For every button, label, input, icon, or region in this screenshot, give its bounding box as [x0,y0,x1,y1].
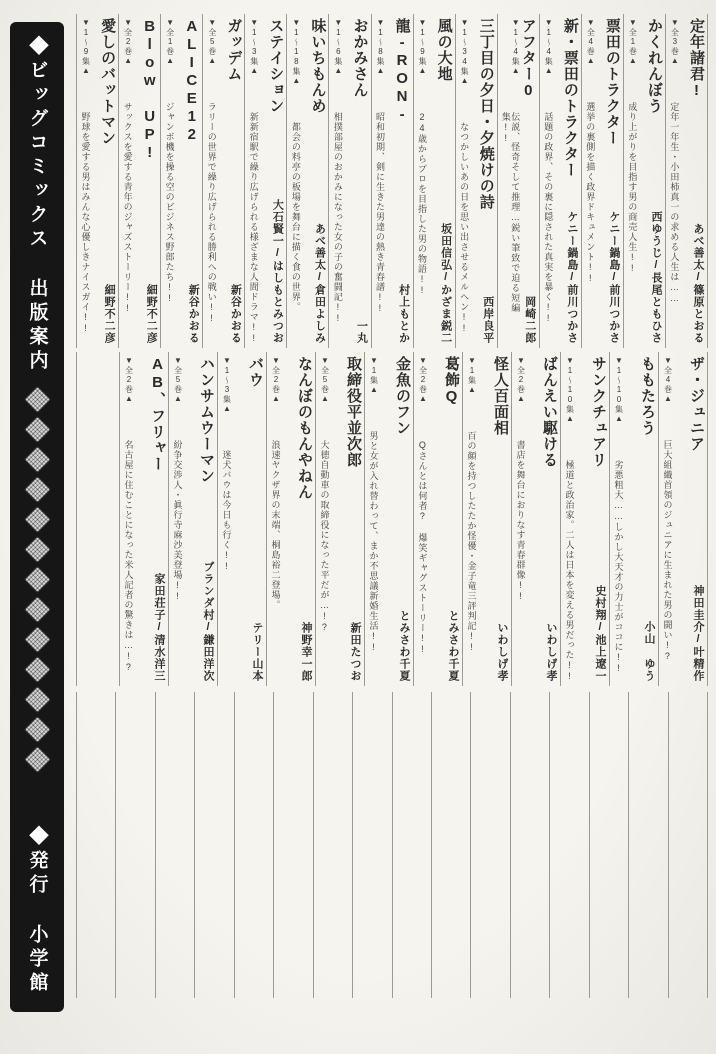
catalog-entry [168,352,217,686]
entry-author: テリー山本 [251,622,263,682]
catalog-entry [413,14,455,348]
entry-author: 新谷かおる [187,284,200,344]
catalog-band-middle [76,352,708,686]
empty-column [313,692,352,998]
entry-title: バウ [247,356,264,388]
catalog-entry [665,14,707,348]
catalog-entry [119,352,168,686]
entry-author: 岡崎二郎 [523,296,536,344]
entry-title-line [541,356,558,682]
entry-title-line [492,356,509,682]
entry-title-line [435,18,452,344]
empty-column [155,692,194,998]
entry-author: ケニー鍋島/前川つかさ [607,211,620,344]
entry-title-line [225,18,242,344]
catalog-entry [511,352,560,686]
empty-column [589,692,628,998]
entry-description: 大徳自動車の取締役になった平だが…!? [319,440,330,633]
entry-author: ブランダ村/鎌田洋次 [202,561,214,682]
catalog-entry [160,14,202,348]
entry-title-line [183,18,200,344]
entry-author: とみさわ千夏 [447,610,459,682]
empty-column [668,692,707,998]
diamond-icon [24,746,51,773]
entry-title-line [247,356,264,682]
entry-info-line [564,356,573,682]
empty-column [628,692,667,998]
entry-volumes: ▼1〜10集▲ [565,356,575,424]
catalog-entry [202,14,244,348]
entry-author: 西岸良平 [481,296,494,344]
entry-info-line [164,18,173,344]
entry-description: 書店を舞台におりなす青春群像!! [515,440,526,602]
entry-info-line [459,18,468,344]
entry-title-line [688,356,705,682]
empty-column [470,692,509,998]
entry-info-line [123,356,132,682]
empty-column [115,692,154,998]
entry-title-line [561,18,578,344]
entry-description: 24歳からプロを目指した男の物語!! [417,112,427,296]
entry-author: あべ善太/篠原とおる [692,223,704,344]
entry-description: 新新宿駅で繰り広げられる様ざまな人間ドラマ!! [248,112,259,344]
catalog-entry [539,14,581,348]
entry-volumes: ▼1〜3集▲ [249,18,259,76]
entry-title: ハンサムウーマン [198,356,215,484]
entry-title: 新・票田のトラクター [561,18,579,178]
entry-author: いわしげ孝 [545,622,557,682]
entry-volumes: ▼1〜18集▲ [291,18,301,86]
entry-volumes: ▼全2巻▲ [271,356,281,404]
entry-title-line [141,18,158,344]
entry-info-line [368,356,377,682]
diamond-icon [24,506,51,533]
catalog-entry [328,14,370,348]
entry-title: ももたろう [639,356,656,436]
entry-description: Qさんとは何者? 爆笑ギャグストーリー!! [417,440,428,655]
entry-description: 選挙の裏側を描く政界ドキュメント!! [585,102,596,284]
entry-description: 巨大組織首領のジュニアに生まれた男の闘い!? [662,440,673,662]
entry-volumes: ▼1〜8集▲ [375,18,385,76]
entry-author: とみさわ千夏 [398,610,410,682]
entry-info-line [221,356,230,682]
catalog-entry [462,352,511,686]
catalog-entry [118,14,160,348]
entry-author: 一丸 [355,320,368,344]
catalog-entry [217,352,266,686]
entry-author: 家田荘子/清水洋三 [153,573,165,682]
entry-title: アフター0 [519,18,537,100]
entry-description: 迷犬バウは今日も行く!! [221,450,232,572]
entry-info-line [172,356,181,682]
entry-author: 細野不二彦 [145,284,158,344]
entry-info-line [417,18,426,344]
entry-description: なつかしいあの日を思い出させるメルヘン!! [459,122,470,334]
entry-title: 愛しのバットマン [99,18,117,146]
entry-author: 大石賢一/はしもとみつお [271,199,284,344]
empty-column [392,692,431,998]
diamond-ornament-strip [28,390,47,769]
diamond-icon [24,476,51,503]
empty-column [549,692,588,998]
entry-description: ジャンボ機を操る空のビジネス野郎たち!! [164,102,175,304]
diamond-icon [24,416,51,443]
entry-title: AB、フリャー [149,356,166,472]
catalog-entry [413,352,462,686]
entry-title-line [394,356,411,682]
entry-title: かくれんぼう [645,18,663,114]
entry-volumes: ▼全5巻▲ [207,18,217,66]
entry-title: ステイション [267,18,285,114]
catalog-band-top [76,14,708,348]
entry-description: 劣悪粗大……しかし大天才の力士がココに!! [613,460,624,674]
entry-volumes: ▼全4巻▲ [663,356,673,404]
entry-title: サンクチュアリ [590,356,607,468]
entry-author: 神田圭介/叶精作 [692,585,704,682]
entry-volumes: ▼全5巻▲ [173,356,183,404]
catalog-band-bottom [76,692,708,998]
entry-description: 相撲部屋のおかみになった女の子の奮闘記!! [332,112,343,324]
entry-title: 龍-RON- [393,18,411,124]
diamond-icon [24,536,51,563]
entry-volumes: ▼1〜3集▲ [222,356,232,414]
entry-info-line [466,356,475,682]
entry-info-line [290,18,299,344]
entry-description: 都会の料亭の板場を舞台に描く食の世界。 [290,122,301,312]
entry-title: 取締役平並次郎 [345,356,362,468]
entry-title: 三丁目の夕日・夕焼けの詩 [477,18,495,210]
entry-author: いわしげ孝 [496,622,508,682]
entry-volumes: ▼全3巻▲ [670,18,680,66]
entry-title-line [603,18,620,344]
entry-title: なんぼのもんやねん [296,356,313,500]
entry-description: 極道と政治家。二人は日本を変える男だった!! [564,460,575,682]
entry-title-line [99,18,116,344]
empty-column [76,352,119,686]
catalog-entry [266,352,315,686]
empty-column [431,692,470,998]
entry-title: 葛飾Q [443,356,460,406]
entry-title: 票田のトラクター [603,18,621,146]
entry-info-line [375,18,384,344]
entry-volumes: ▼1〜34集▲ [460,18,470,86]
entry-title: 定年諸君! [688,18,705,100]
entry-author: 小山 ゆう [643,621,655,682]
entry-volumes: ▼全1巻▲ [628,18,638,66]
entry-title-line [393,18,410,344]
catalog-entry [581,14,623,348]
entry-title-line [149,356,166,682]
entry-volumes: ▼1集▲ [467,356,477,395]
entry-title: ガッデム [225,18,243,82]
entry-description: ラリーの世界で繰り広げられる勝利への戦い!! [206,102,217,324]
entry-info-line [248,18,257,344]
empty-column [194,692,233,998]
empty-column [273,692,312,998]
catalog-entry [609,352,658,686]
entry-title: おかみさん [351,18,369,98]
entry-title: 金魚のフン [394,356,411,436]
entry-title-line [296,356,313,682]
entry-volumes: ▼全5巻▲ [320,356,330,404]
empty-column [76,692,115,998]
entry-volumes: ▼全2巻▲ [124,356,134,404]
entry-author: 史村翔/池上遼一 [594,585,606,682]
entry-title: ALICE12 [183,18,201,144]
entry-info-line [613,356,622,682]
entry-description: 成り上がりを目指す男の商売人生!! [627,102,638,274]
entry-info-line [417,356,426,682]
entry-author: 細野不二彦 [103,284,116,344]
catalog-entry [315,352,364,686]
entry-info-line [515,356,524,682]
entry-info-line [319,356,328,682]
catalog-entry [455,14,497,348]
sidebar-publisher-label: ◆発行 小学館 [26,826,48,996]
catalog-entry [658,352,707,686]
entry-description: 昭和初期、剣に生きた男達の熱き青春譜!! [374,112,385,314]
entry-volumes: ▼1〜10集▲ [614,356,624,424]
entry-info-line [122,18,131,344]
entry-info-line [662,356,671,682]
catalog-entry [76,14,118,348]
entry-title-line [198,356,215,682]
entry-volumes: ▼1〜4集▲ [511,18,521,76]
entry-info-line [332,18,341,344]
entry-author: あべ善太/倉田よしみ [313,223,326,344]
diamond-icon [24,446,51,473]
catalog-entry [364,352,413,686]
entry-author: 神野幸一郎 [300,622,312,682]
entry-title-line [639,356,656,682]
entry-info-line [543,18,552,344]
entry-author: 新田たつお [349,622,361,682]
diamond-icon [24,596,51,623]
series-sidebar [10,22,64,1012]
entry-title-line [351,18,368,344]
catalog-entry [497,14,539,348]
entry-volumes: ▼全4巻▲ [586,18,596,66]
catalog-entry [560,352,609,686]
empty-column [510,692,549,998]
diamond-icon [24,386,51,413]
catalog-main-area [76,0,708,1054]
entry-volumes: ▼全2巻▲ [418,356,428,404]
catalog-entry [371,14,413,348]
entry-volumes: ▼1集▲ [369,356,379,395]
entry-description: 男と女が入れ替わって、まか不思議新婚生活!! [368,431,379,653]
entry-title-line [519,18,536,344]
entry-description: 紛争交渉人・眞行寺麻沙美登場!! [172,440,183,602]
entry-title-line [309,18,326,344]
entry-title-line [688,18,705,344]
entry-title-line [345,356,362,682]
entry-volumes: ▼1〜6集▲ [333,18,343,76]
entry-description: 名古屋に住むことになった米人記者の驚きは…!? [123,440,134,673]
entry-description: 定年一年生・小田柿真一の求める人生は…… [669,102,680,304]
entry-title-line [645,18,662,344]
entry-author: 新谷かおる [229,284,242,344]
entry-volumes: ▼1〜4集▲ [544,18,554,76]
entry-title-line [443,356,460,682]
entry-description: 伝説、怪奇そして推理…鋭い筆致で迫る短編集!! [500,112,521,313]
entry-info-line [80,18,89,344]
sidebar-series-label: ◆ビッグコミックス 出版案内 [26,36,48,374]
entry-author: ケニー鍋島/前川つかさ [565,211,578,344]
entry-author: 西ゆうじ/長尾ともひさ [649,211,662,344]
entry-volumes: ▼全1巻▲ [165,18,175,66]
entry-description: サックスを愛する青年のジャズストーリー!! [122,102,133,314]
entry-title-line [267,18,284,344]
entry-info-line [500,18,519,344]
catalog-entry [623,14,665,348]
entry-title: 怪人百面相 [492,356,509,436]
entry-title-line [590,356,607,682]
entry-volumes: ▼1〜9集▲ [81,18,91,76]
entry-title: 味いちもんめ [309,18,327,114]
entry-volumes: ▼1〜9集▲ [418,18,427,76]
entry-volumes: ▼全2巻▲ [516,356,526,404]
diamond-icon [24,686,51,713]
catalog-entry [244,14,286,348]
entry-title: ばんえい駆ける [541,356,558,468]
entry-title: 風の大地 [435,18,453,82]
entry-volumes: ▼全2巻▲ [123,18,133,66]
diamond-icon [24,656,51,683]
entry-description: 野球を愛する男はみんな心優しきナイスガイ!! [80,112,91,334]
diamond-icon [24,716,51,743]
entry-description: 百の顔を持つしたたか怪優・金子竜三評判記!! [466,431,477,653]
empty-column [352,692,391,998]
entry-info-line [669,18,678,344]
entry-description: 話題の政界、その裏に隠された真実を暴く!! [543,112,554,324]
entry-title-line [477,18,494,344]
entry-info-line [270,356,279,682]
entry-author: 村上もとか [397,284,410,344]
empty-column [234,692,273,998]
entry-title: Blow UP! [141,18,159,162]
entry-description: 浪速ヤクザ界の末端、桐島裕二登場。 [270,440,281,610]
entry-info-line [206,18,215,344]
entry-info-line [627,18,636,344]
entry-title: ザ・ジュニア [688,356,705,452]
catalog-entry [286,14,328,348]
entry-author: 坂田信弘/かざま鋭二 [439,223,452,344]
diamond-icon [24,626,51,653]
entry-info-line [585,18,594,344]
diamond-icon [24,566,51,593]
